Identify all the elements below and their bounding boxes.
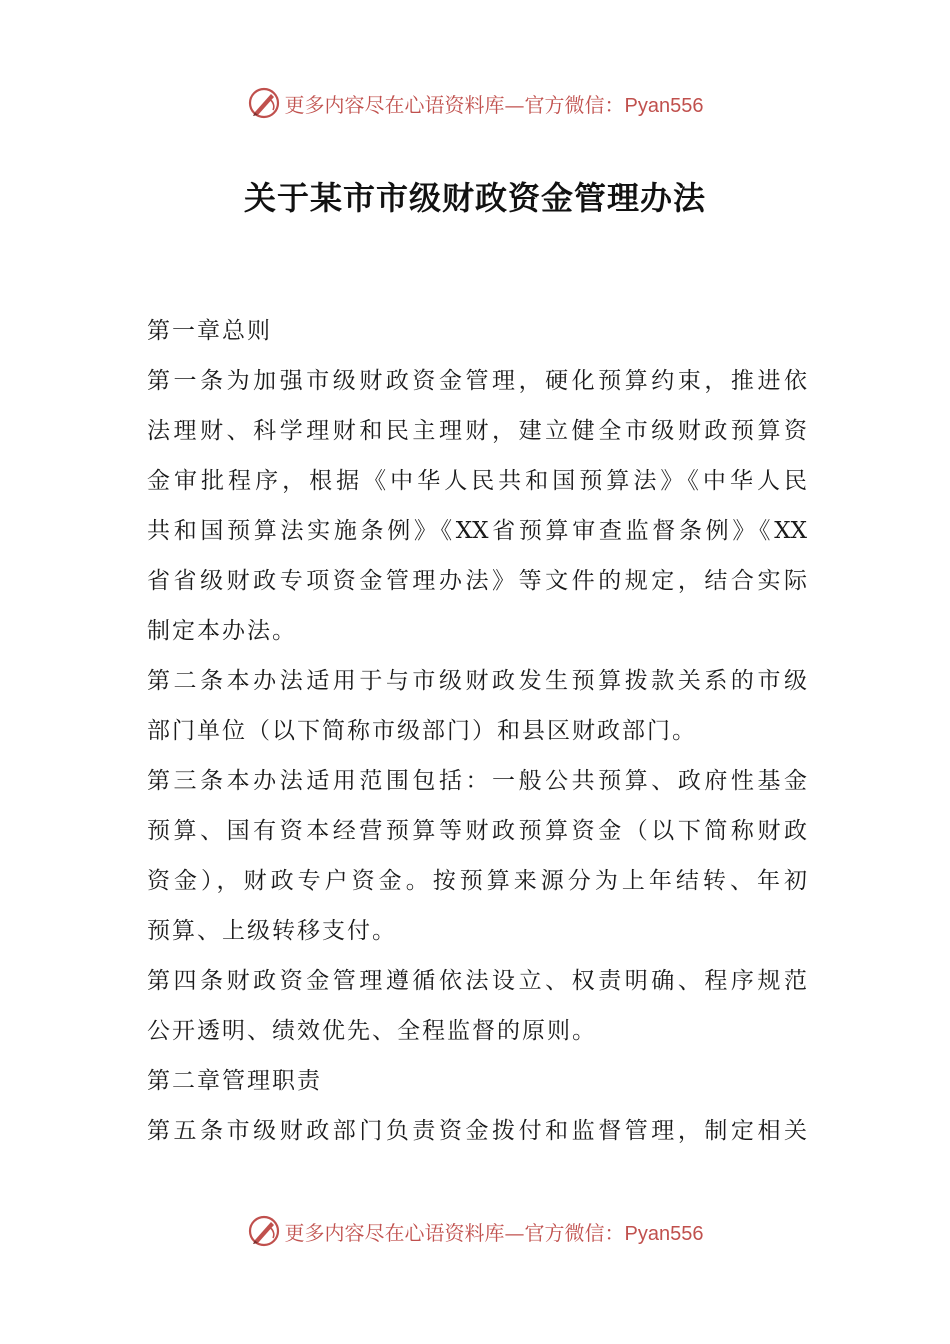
pen-logo-icon (247, 1214, 281, 1248)
body-line: 第三条本办法适用范围包括：一般公共预算、政府性基金 (147, 768, 807, 794)
chapter-heading: 第一章总则 (147, 318, 272, 344)
wechat-id: Pyan556 (624, 1222, 704, 1245)
body-line: 第一条为加强市级财政资金管理，硬化预算约束，推进依 (147, 368, 807, 394)
header-watermark (0, 83, 950, 123)
body-line: 金审批程序，根据《中华人民共和国预算法》《中华人民 (147, 468, 807, 494)
body-line: 第五条市级财政部门负责资金拨付和监督管理，制定相关 (147, 1118, 807, 1144)
body-line: 资金），财政专户资金。按预算来源分为上年结转、年初 (147, 868, 807, 894)
body-line: 第二条本办法适用于与市级财政发生预算拨款关系的市级 (147, 668, 807, 694)
body-line: 制定本办法。 (147, 618, 297, 644)
pen-logo-icon (247, 86, 281, 120)
watermark-text: 更多内容尽在心语资料库—官方微信：Pyan556 (284, 1220, 704, 1245)
document-body (147, 306, 807, 1156)
document-title: 关于某市市级财政资金管理办法 (243, 179, 706, 217)
body-line: 预算、上级转移支付。 (147, 918, 397, 944)
body-line: 共和国预算法实施条例》《XX省预算审查监督条例》《XX (147, 518, 807, 544)
watermark-text: 更多内容尽在心语资料库—官方微信：Pyan556 (284, 92, 704, 117)
body-line: 公开透明、绩效优先、全程监督的原则。 (147, 1018, 597, 1044)
wechat-id: Pyan556 (624, 94, 704, 117)
body-line: 第四条财政资金管理遵循依法设立、权责明确、程序规范 (147, 968, 807, 994)
chapter-heading: 第二章管理职责 (147, 1068, 322, 1094)
body-line: 省省级财政专项资金管理办法》等文件的规定，结合实际 (147, 568, 807, 594)
body-line: 法理财、科学理财和民主理财，建立健全市级财政预算资 (147, 418, 807, 444)
footer-watermark (0, 1211, 950, 1251)
body-line: 预算、国有资本经营预算等财政预算资金（以下简称财政 (147, 818, 807, 844)
body-line: 部门单位（以下简称市级部门）和县区财政部门。 (147, 718, 697, 744)
